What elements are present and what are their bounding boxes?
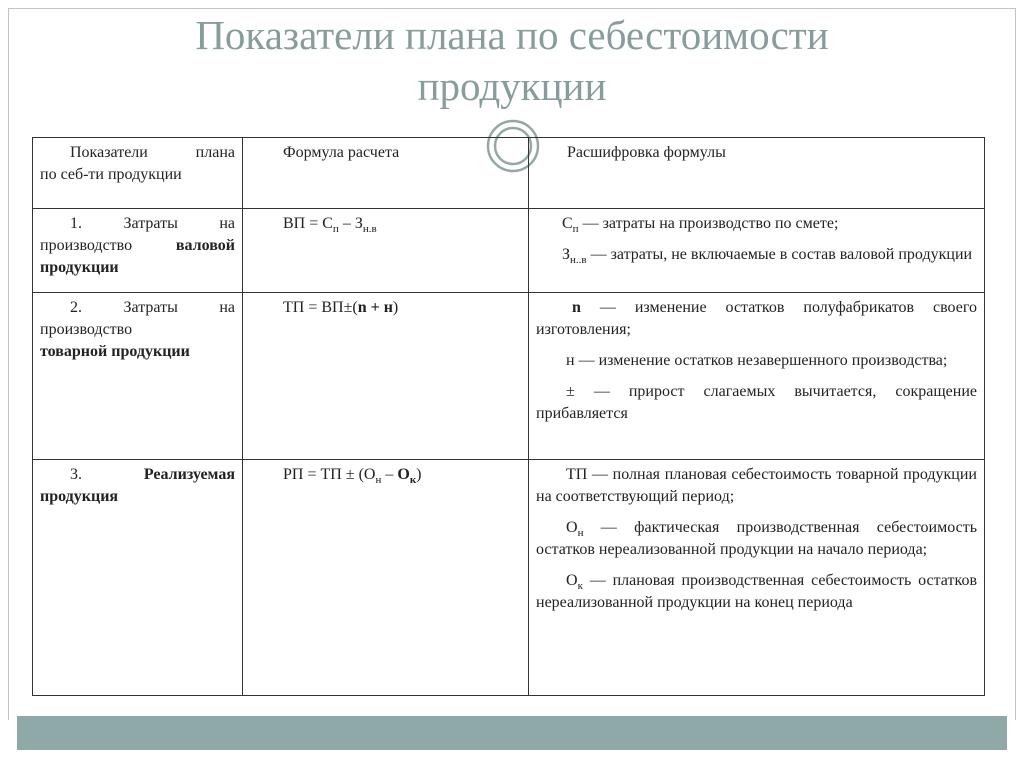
row-3-description-item-1: ТП — полная плановая себестоимость товарной продукции на соответствующий период;	[536, 466, 977, 505]
header-description-cell	[529, 138, 985, 209]
row-1-indicator-line-2: производство	[40, 237, 176, 254]
row-1-indicator-bold-1: валовой	[175, 237, 235, 254]
row-2-formula-cell	[243, 293, 529, 460]
row-2-description-item-3: ± — прирост слагаемых вычитается, сокращение прибавляется	[536, 383, 977, 422]
row-2-indicator-bold: товарной продукции	[40, 343, 190, 360]
row-1-description-cell	[529, 209, 985, 293]
row-1-indicator-cell	[33, 209, 243, 293]
row-3-description-item-2: $О_н$ — фактическая производственная себестоимость остатков нереализованной продукции на начало периода;	[536, 519, 977, 558]
row-2-description-item-1: n — изменение остатков полуфабрикатов своего изготовления;	[536, 299, 977, 338]
row-2-indicator-cell	[33, 293, 243, 460]
header-indicators-line-1: Показатели плана	[70, 144, 235, 161]
row-1-indicator-line-1: Затраты на	[123, 215, 236, 232]
row-2-formula: ТП = ВП±(n + н)	[283, 299, 399, 316]
row-1-formula: ВП = $С_п - З_{н.в}$	[283, 215, 377, 236]
cost-plan-table	[32, 137, 985, 696]
header-description-label: Расшифровка формулы	[567, 144, 726, 161]
row-3-indicator-cell	[33, 460, 243, 696]
table-row	[33, 460, 985, 696]
row-3-indicator-bold-1: Реализуемая	[143, 466, 235, 483]
row-3-description-cell	[529, 460, 985, 696]
row-2-indicator-line-1: Затраты на	[123, 299, 236, 316]
row-2-description-item-2: н — изменение остатков незавершенного производства;	[566, 352, 948, 369]
header-indicators-cell	[33, 138, 243, 209]
frame-line-left	[8, 8, 9, 720]
row-1-description-item-2: $З_{н..в}$ — затраты, не включаемые в состав валовой продукции	[562, 246, 973, 267]
row-1-description-item-1: $С_п$ — затраты на производство по смете;	[562, 215, 839, 236]
row-1-number: 1.	[70, 215, 82, 232]
slide-title-line-1: Показатели плана по себестоимости	[195, 12, 829, 58]
frame-line-top	[8, 8, 1016, 9]
frame-line-right	[1015, 8, 1016, 720]
row-3-description-item-3: $О_к$ — плановая производственная себестоимость остатков нереализованной продукции на конец периода	[536, 572, 977, 611]
row-2-indicator-line-2: производство	[40, 321, 133, 338]
row-1-formula-cell	[243, 209, 529, 293]
row-2-number: 2.	[70, 299, 82, 316]
row-1-indicator-bold-2: продукции	[40, 259, 119, 276]
row-3-formula-cell	[243, 460, 529, 696]
row-3-number: 3.	[70, 466, 82, 483]
table-header-row	[33, 138, 985, 209]
row-3-indicator-bold-2: продукция	[40, 488, 119, 505]
table-row	[33, 209, 985, 293]
header-formula-cell	[243, 138, 529, 209]
header-indicators-line-2: по себ-ти продукции	[40, 166, 182, 183]
row-2-description-cell	[529, 293, 985, 460]
row-3-formula: РП = ТП ± $(О_н - О_к)$	[283, 466, 422, 487]
table-row	[33, 293, 985, 460]
header-formula-label: Формула расчета	[283, 144, 400, 161]
slide-title-line-2: продукции	[417, 63, 607, 109]
footer-bar	[17, 716, 1007, 750]
slide-title	[60, 10, 964, 112]
